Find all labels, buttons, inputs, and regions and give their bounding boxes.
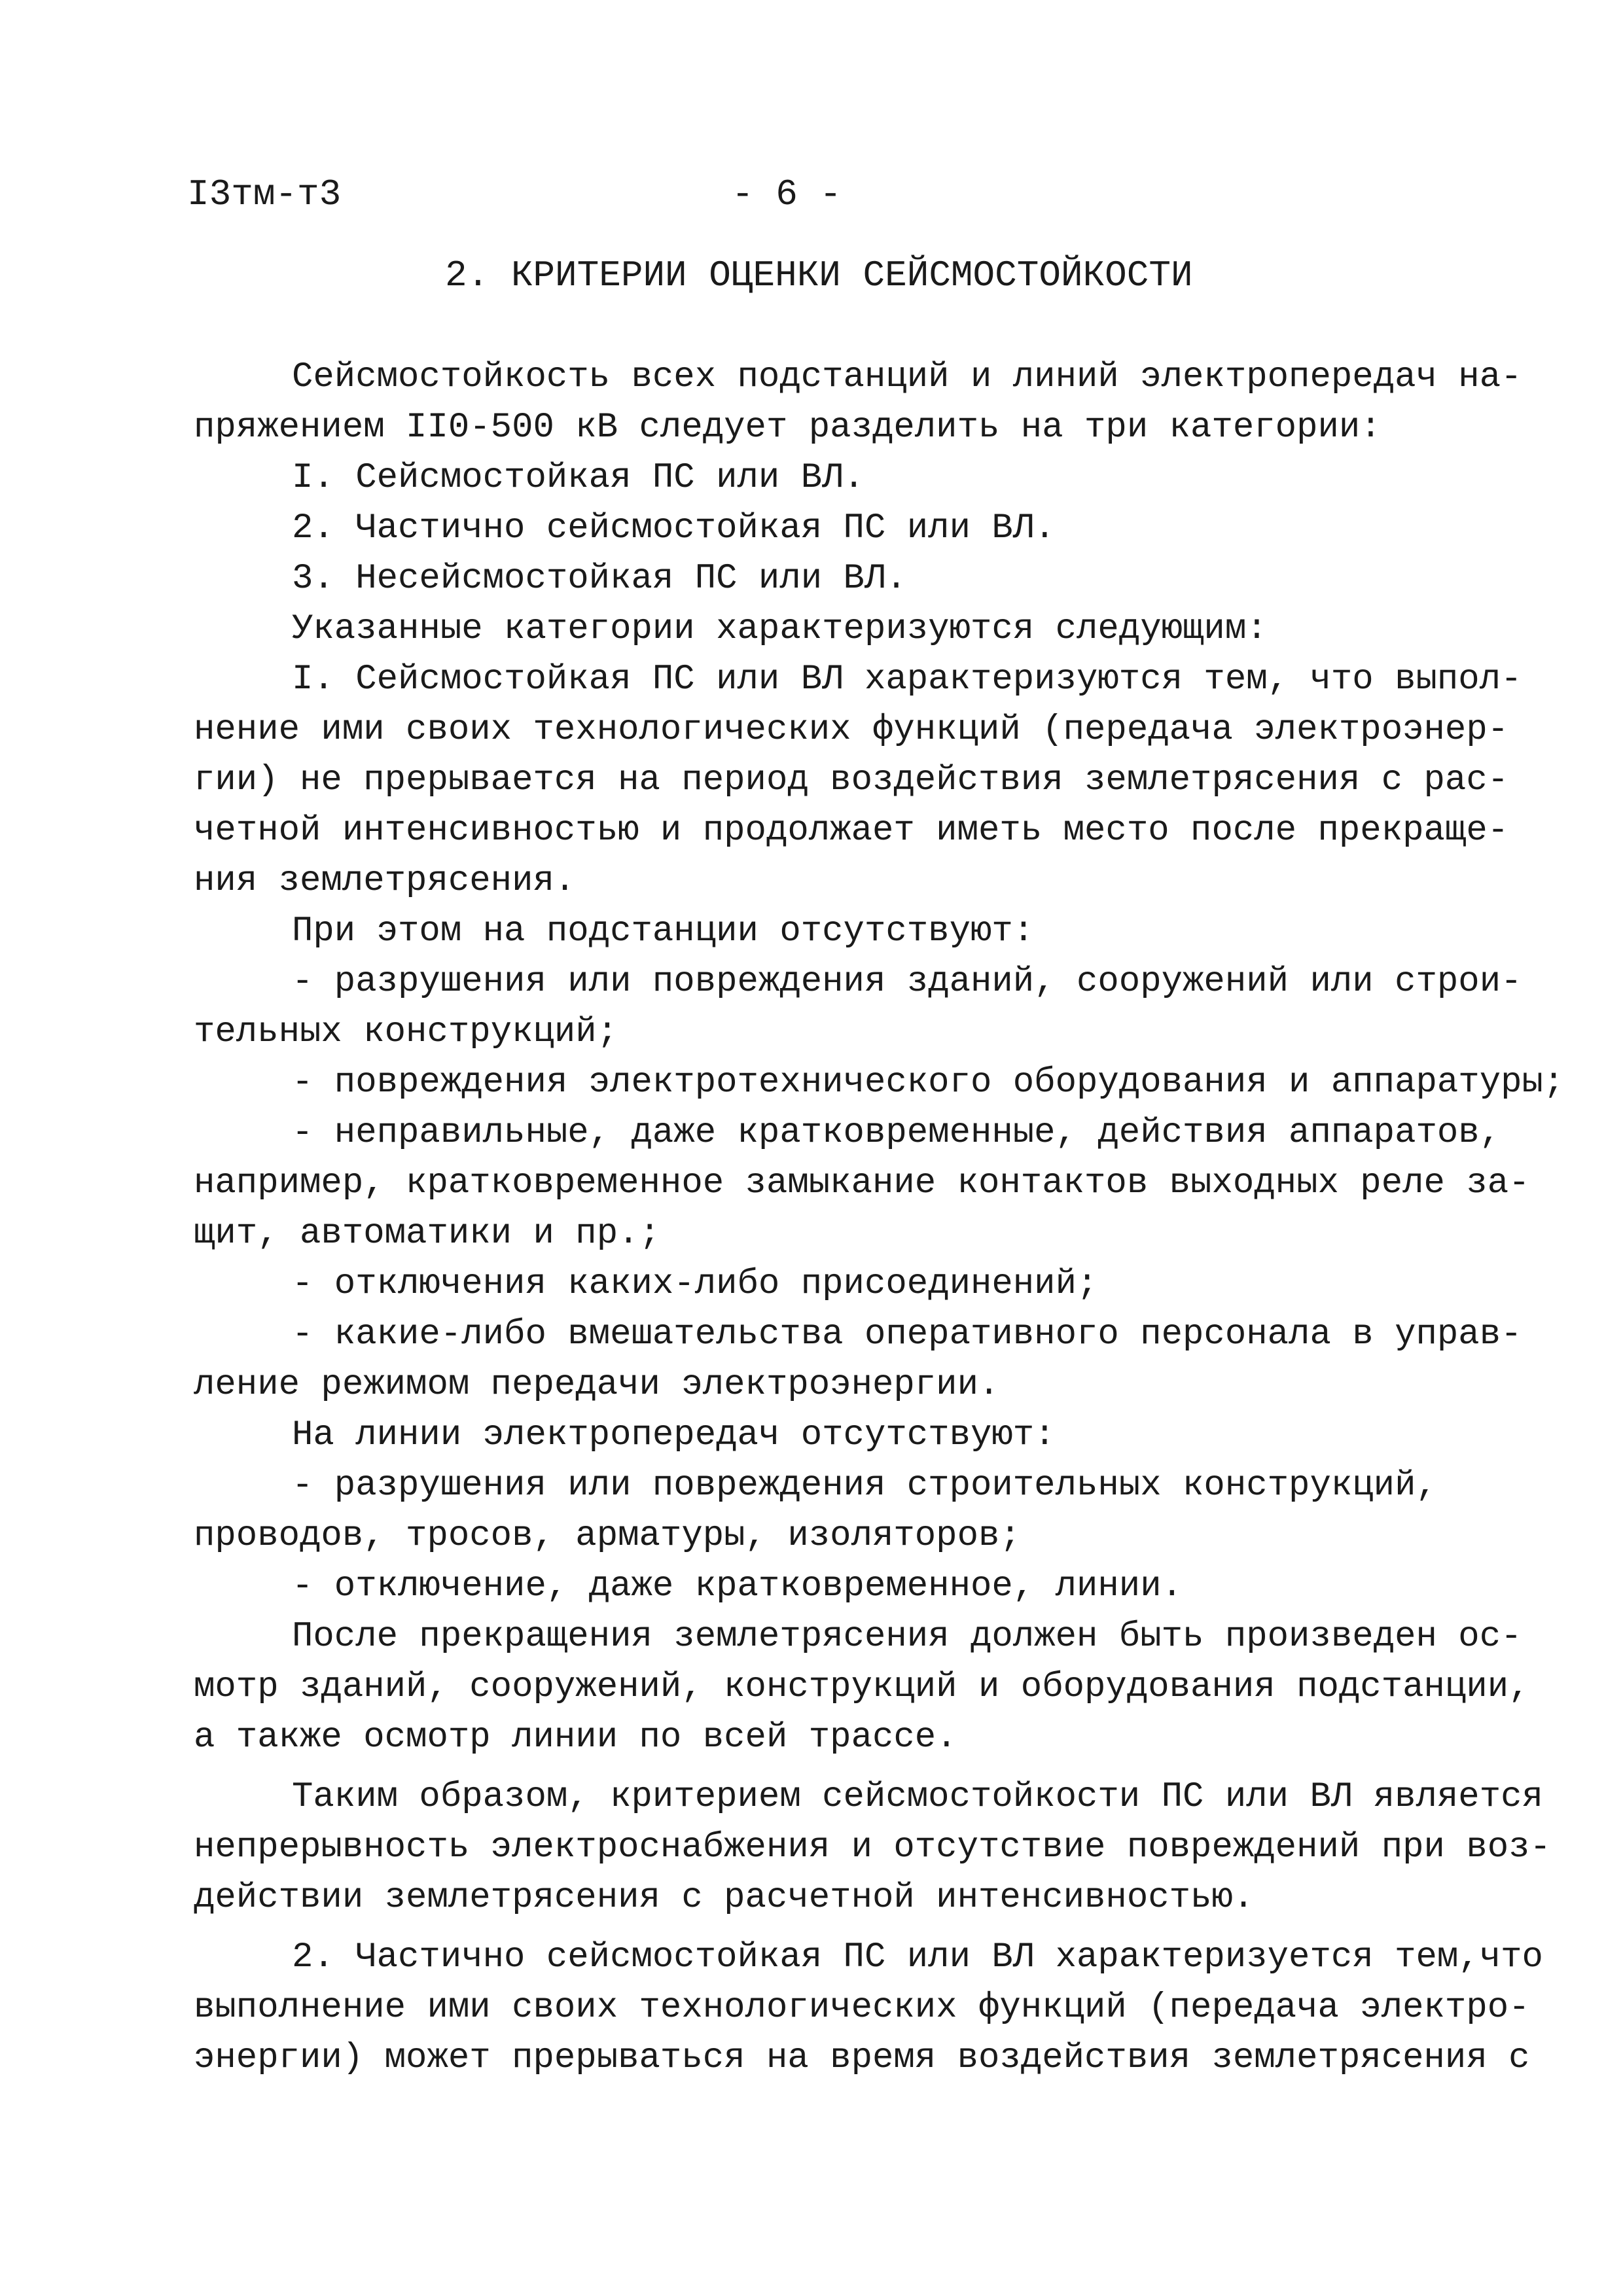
text-line: - повреждения электротехнического оборудования и аппаратуры; <box>292 1063 1565 1103</box>
text-line: ление режимом передачи электроэнергии. <box>194 1365 1000 1405</box>
document-code: I3тм-т3 <box>187 173 342 215</box>
text-line: - отключения каких-либо присоединений; <box>292 1264 1098 1304</box>
text-line: 2. Частично сейсмостойкая ПС или ВЛ характеризуется тем,что <box>292 1937 1543 1977</box>
text-line: На линии электропередач отсутствуют: <box>292 1415 1056 1455</box>
text-line: - какие-либо вмешательства оперативного персонала в управ- <box>292 1315 1522 1354</box>
text-line: Таким образом, критерием сейсмостойкости ПС или ВЛ является <box>292 1777 1543 1817</box>
page-number: - 6 - <box>732 173 842 215</box>
section-title: 2. КРИТЕРИИ ОЦЕНКИ СЕЙСМОСТОЙКОСТИ <box>445 255 1193 296</box>
text-line: - разрушения или повреждения строительных конструкций, <box>292 1466 1437 1506</box>
text-line: мотр зданий, сооружений, конструкций и оборудования подстанции, <box>194 1667 1530 1707</box>
text-line: - отключение, даже кратковременное, линии. <box>292 1566 1183 1606</box>
text-line: 3. Несейсмостойкая ПС или ВЛ. <box>292 559 907 599</box>
text-line: ния землетрясения. <box>194 861 576 901</box>
text-line: - разрушения или повреждения зданий, сооружений или строи- <box>292 962 1522 1002</box>
body-text <box>194 352 1565 2083</box>
text-line: нение ими своих технологических функций (передача электроэнер- <box>194 710 1509 750</box>
text-line: - неправильные, даже кратковременные, действия аппаратов, <box>292 1113 1501 1153</box>
text-line: 2. Частично сейсмостойкая ПС или ВЛ. <box>292 508 1056 548</box>
text-line: действии землетрясения с расчетной интенсивностью. <box>194 1878 1255 1918</box>
text-line: энергии) может прерываться на время воздействия землетрясения с <box>194 2038 1530 2078</box>
text-line: проводов, тросов, арматуры, изоляторов; <box>194 1516 1021 1556</box>
text-line: а также осмотр линии по всей трассе. <box>194 1718 957 1757</box>
text-line: четной интенсивностью и продолжает иметь место после прекраще- <box>194 811 1509 851</box>
text-line: выполнение ими своих технологических функций (передача электро- <box>194 1988 1530 2028</box>
text-line: щит, автоматики и пр.; <box>194 1214 660 1254</box>
text-line: I. Сейсмостойкая ПС или ВЛ. <box>292 458 865 498</box>
text-line: I. Сейсмостойкая ПС или ВЛ характеризуются тем, что выпол- <box>292 660 1522 699</box>
text-line: При этом на подстанции отсутствуют: <box>292 911 1035 951</box>
text-line: После прекращения землетрясения должен быть произведен ос- <box>292 1617 1522 1657</box>
text-line: гии) не прерывается на период воздействия землетрясения с рас- <box>194 760 1509 800</box>
text-line: Указанные категории характеризуются следующим: <box>292 609 1268 649</box>
text-line: непрерывность электроснабжения и отсутствие повреждений при воз- <box>194 1828 1551 1867</box>
text-line: пряжением II0-500 кВ следует разделить на три категории: <box>194 408 1382 448</box>
text-line: например, кратковременное замыкание контактов выходных реле за- <box>194 1163 1530 1203</box>
text-line: тельных конструкций; <box>194 1012 618 1052</box>
text-line: Сейсмостойкость всех подстанций и линий электропередач на- <box>292 357 1522 397</box>
